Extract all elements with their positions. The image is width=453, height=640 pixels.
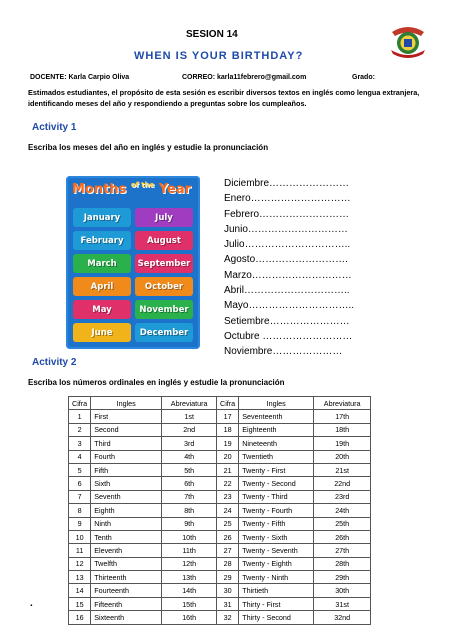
abreviatura-cell: 22nd [314,477,371,490]
spanish-month-item: Octubre ……………………… [224,330,353,342]
ingles-cell: Twenty - Sixth [239,530,314,543]
ingles-cell: Nineteenth [239,437,314,450]
table-row [69,530,217,543]
ingles-cell: Fourteenth [91,584,162,597]
month-tile: March [73,254,131,273]
spanish-month-item: Noviembre………………… [224,346,343,358]
cifra-cell: 11 [69,544,91,557]
spanish-months-list [224,176,354,360]
cifra-cell: 19 [217,437,239,450]
cifra-cell: 23 [217,490,239,503]
month-tile: September [135,254,193,273]
cifra-cell: 15 [69,597,91,610]
table-row [217,557,371,570]
table-row [69,463,217,476]
abreviatura-cell: 17th [314,410,371,423]
month-tile: April [73,277,131,296]
ingles-cell: Sixteenth [91,611,162,624]
cifra-cell: 2 [69,423,91,436]
ingles-cell: Fifteenth [91,597,162,610]
cifra-cell: 22 [217,477,239,490]
spanish-month-item: Marzo………………………… [224,269,352,281]
cifra-cell: 32 [217,611,239,624]
abreviatura-cell: 10th [162,530,217,543]
col-header-cifra: Cifra [69,397,91,410]
abreviatura-cell: 29th [314,571,371,584]
ingles-cell: Fifth [91,463,162,476]
table-row [69,450,217,463]
ordinals-table-1-16 [68,396,217,625]
poster-title-of-the: of the [130,181,155,189]
cifra-cell: 6 [69,477,91,490]
abreviatura-cell: 24th [314,504,371,517]
table-row [69,410,217,423]
cifra-cell: 4 [69,450,91,463]
ingles-cell: Second [91,423,162,436]
table-row [217,584,371,597]
cifra-cell: 8 [69,504,91,517]
abreviatura-cell: 12th [162,557,217,570]
ingles-cell: Twenty - First [239,463,314,476]
table-row [217,571,371,584]
ingles-cell: Sixth [91,477,162,490]
cifra-cell: 30 [217,584,239,597]
month-tile: January [73,208,131,227]
cifra-cell: 26 [217,530,239,543]
table-row [217,597,371,610]
abreviatura-cell: 15th [162,597,217,610]
grade-label: Grado: [352,74,375,81]
table-row [69,437,217,450]
abreviatura-cell: 16th [162,611,217,624]
table-row [217,410,371,423]
abreviatura-cell: 14th [162,584,217,597]
month-tile: June [73,323,131,342]
abreviatura-cell: 1st [162,410,217,423]
spanish-month-item: Julio………………………….. [224,239,351,251]
abreviatura-cell: 31st [314,597,371,610]
abreviatura-cell: 26th [314,530,371,543]
ingles-cell: Ninth [91,517,162,530]
cifra-cell: 25 [217,517,239,530]
abreviatura-cell: 3rd [162,437,217,450]
cifra-cell: 3 [69,437,91,450]
cifra-cell: 20 [217,450,239,463]
activity-2-instruction: Escriba los números ordinales en inglés y estudie la pronunciación [28,378,285,387]
cifra-cell: 31 [217,597,239,610]
abreviatura-cell: 20th [314,450,371,463]
poster-title-year: Year [158,182,192,197]
table-row [69,557,217,570]
spanish-month-item: Agosto………………………. [224,254,348,266]
abreviatura-cell: 11th [162,544,217,557]
spanish-month-item: Diciembre…………………… [224,178,350,189]
footer-mark: . [30,598,33,609]
col-header-ingles: Ingles [239,397,314,410]
ingles-cell: Tenth [91,530,162,543]
cifra-cell: 7 [69,490,91,503]
ingles-cell: Twelfth [91,557,162,570]
col-header-abreviatura: Abreviatura [162,397,217,410]
ingles-cell: Twenty - Eighth [239,557,314,570]
abreviatura-cell: 13th [162,571,217,584]
table-row [217,517,371,530]
table-row [69,544,217,557]
table-row [69,517,217,530]
month-tile: July [135,208,193,227]
abreviatura-cell: 18th [314,423,371,436]
session-label: SESION 14 [186,29,238,40]
months-grid [73,208,193,342]
col-header-abreviatura: Abreviatura [314,397,371,410]
ingles-cell: Fourth [91,450,162,463]
ingles-cell: Eighth [91,504,162,517]
ingles-cell: Thirtieth [239,584,314,597]
months-poster [66,176,200,349]
table-row [69,423,217,436]
abreviatura-cell: 32nd [314,611,371,624]
page-title: WHEN IS YOUR BIRTHDAY? [134,50,304,62]
abreviatura-cell: 2nd [162,423,217,436]
table-row [217,437,371,450]
spanish-month-item: Junio………………………… [224,223,348,235]
abreviatura-cell: 4th [162,450,217,463]
teacher-name: DOCENTE: Karla Carpio Oliva [30,74,130,81]
cifra-cell: 14 [69,584,91,597]
table-row [217,530,371,543]
col-header-cifra: Cifra [217,397,239,410]
ingles-cell: Thirty - Second [239,611,314,624]
ordinals-table-17-32 [216,396,371,625]
spanish-month-item: Abril………………………….. [224,285,350,297]
ingles-cell: Twenty - Fourth [239,504,314,517]
ingles-cell: Third [91,437,162,450]
cifra-cell: 27 [217,544,239,557]
cifra-cell: 1 [69,410,91,423]
ingles-cell: Eighteenth [239,423,314,436]
abreviatura-cell: 9th [162,517,217,530]
abreviatura-cell: 28th [314,557,371,570]
table-row [69,611,217,624]
table-row [69,597,217,610]
ingles-cell: Seventeenth [239,410,314,423]
table-row [217,477,371,490]
school-crest-icon [388,24,428,58]
poster-title [72,182,194,202]
cifra-cell: 10 [69,530,91,543]
cifra-cell: 17 [217,410,239,423]
table-row [69,490,217,503]
table-row [217,423,371,436]
cifra-cell: 13 [69,571,91,584]
ingles-cell: First [91,410,162,423]
abreviatura-cell: 27th [314,544,371,557]
abreviatura-cell: 30th [314,584,371,597]
cifra-cell: 24 [217,504,239,517]
cifra-cell: 29 [217,571,239,584]
abreviatura-cell: 7th [162,490,217,503]
month-tile: August [135,231,193,250]
teacher-email: CORREO: karla11febrero@gmail.com [182,74,307,81]
spanish-month-item: Enero………………………… [224,193,351,205]
activity-2-heading: Activity 2 [32,357,77,368]
ingles-cell: Twentieth [239,450,314,463]
cifra-cell: 5 [69,463,91,476]
month-tile: February [73,231,131,250]
cifra-cell: 18 [217,423,239,436]
ingles-cell: Twenty - Ninth [239,571,314,584]
month-tile: November [135,300,193,319]
table-row [69,477,217,490]
cifra-cell: 28 [217,557,239,570]
poster-title-months: Months [72,182,127,197]
abreviatura-cell: 25th [314,517,371,530]
ingles-cell: Twenty - Fifth [239,517,314,530]
cifra-cell: 16 [69,611,91,624]
table-row [217,463,371,476]
ingles-cell: Thirteenth [91,571,162,584]
ingles-cell: Thirty - First [239,597,314,610]
cifra-cell: 21 [217,463,239,476]
ingles-cell: Twenty - Second [239,477,314,490]
table-row [69,571,217,584]
cifra-cell: 9 [69,517,91,530]
abreviatura-cell: 8th [162,504,217,517]
ingles-cell: Eleventh [91,544,162,557]
abreviatura-cell: 21st [314,463,371,476]
activity-1-instruction: Escriba los meses del año en inglés y estudie la pronunciación [28,143,269,152]
intro-paragraph: Estimados estudiantes, el propósito de esta sesión es escribir diversos textos en inglés como lengua extranjera, identificando meses del año y respondiendo a preguntas sobre los cumpleaños. [28,88,420,108]
spanish-month-item: Mayo………………………….. [224,300,355,312]
table-row [217,504,371,517]
activity-1-heading: Activity 1 [32,122,77,133]
abreviatura-cell: 5th [162,463,217,476]
ingles-cell: Seventh [91,490,162,503]
month-tile: May [73,300,131,319]
col-header-ingles: Ingles [91,397,162,410]
abreviatura-cell: 23rd [314,490,371,503]
spanish-month-item: Febrero……………………… [224,208,350,220]
table-row [69,584,217,597]
table-row [69,504,217,517]
abreviatura-cell: 19th [314,437,371,450]
table-row [217,544,371,557]
ingles-cell: Twenty - Seventh [239,544,314,557]
table-row [217,490,371,503]
table-row [217,450,371,463]
table-row [217,611,371,624]
month-tile: December [135,323,193,342]
spanish-month-item: Setiembre…………………… [224,315,350,327]
ingles-cell: Twenty - Third [239,490,314,503]
cifra-cell: 12 [69,557,91,570]
month-tile: October [135,277,193,296]
abreviatura-cell: 6th [162,477,217,490]
